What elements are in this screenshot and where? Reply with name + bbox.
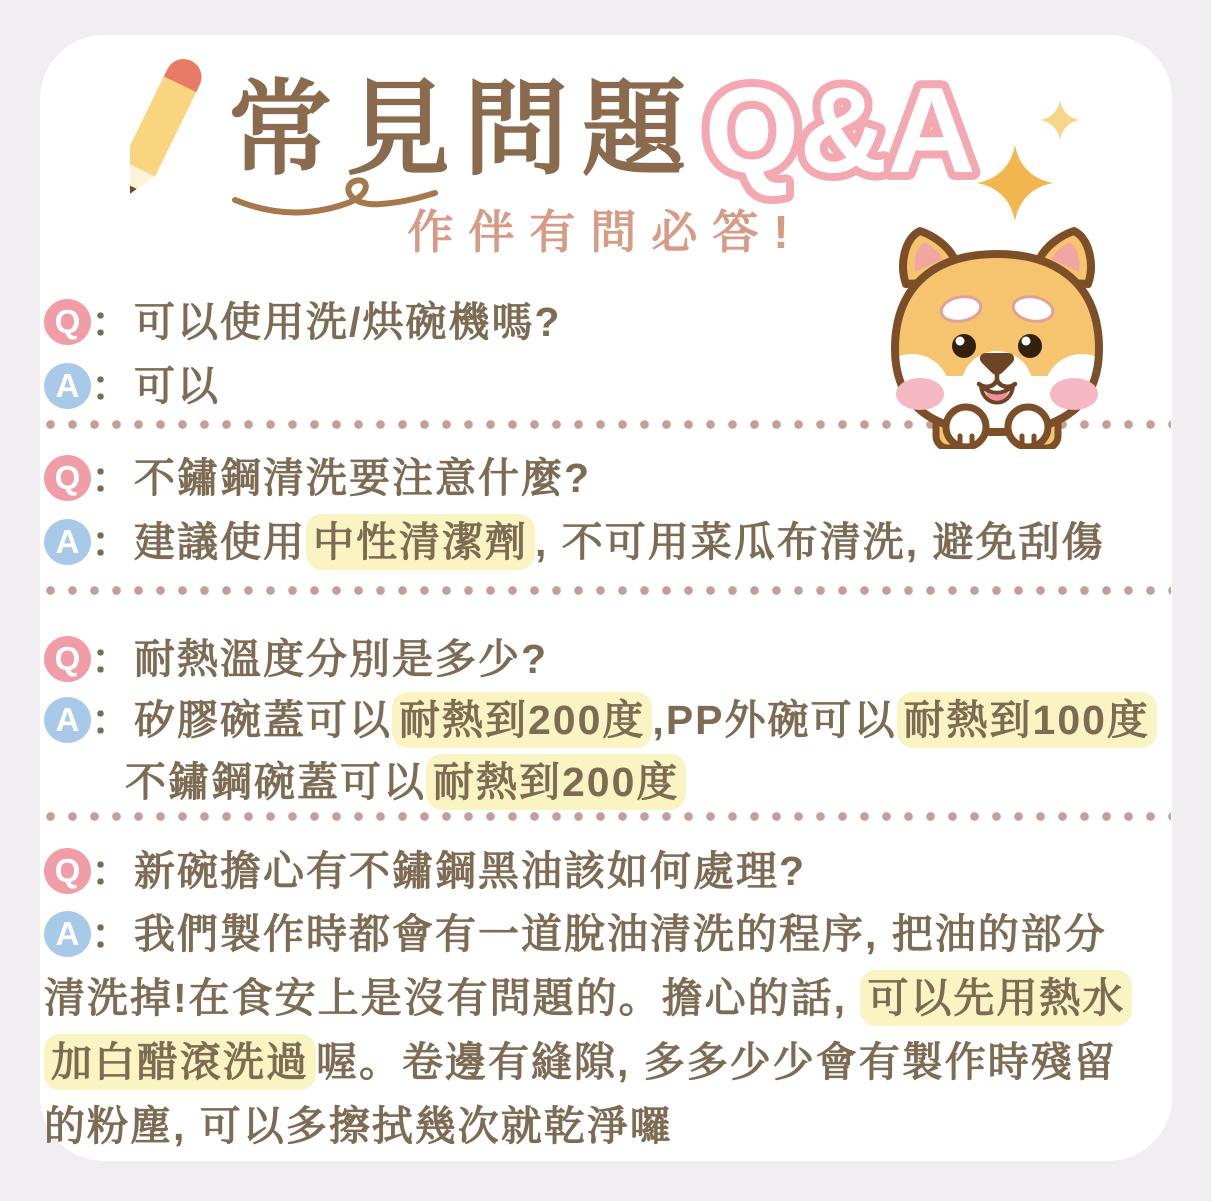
answer-text [91, 516, 1105, 568]
page-title: 常見問題 [228, 72, 701, 188]
text-segment: ,PP外碗可以 [652, 697, 897, 743]
dog-head [882, 254, 1112, 436]
answer-text [91, 694, 1157, 746]
question-row [44, 845, 1173, 897]
qa-logo [690, 50, 990, 213]
question-row [44, 452, 1173, 504]
answer-text [91, 360, 220, 412]
question-text [91, 633, 548, 685]
q-badge: Q [44, 848, 91, 894]
text-segment: 清洗掉!在食安上是沒有問題的。擔心的話, [44, 975, 861, 1021]
question-text [91, 296, 561, 348]
text-segment: ：我們製作時都會有一道脫油清洗的程序, 把油的部分 [91, 911, 1107, 957]
text-segment: , 不可用菜瓜布清洗, 避免刮傷 [535, 519, 1105, 565]
question-row [44, 633, 1173, 685]
q-badge: Q [44, 636, 91, 682]
answer-row [44, 908, 1173, 960]
answer-row-continued [44, 1100, 1173, 1152]
answer-row [44, 516, 1173, 568]
question-text [91, 845, 806, 897]
highlighted-text: 耐熱到200度 [426, 754, 686, 810]
highlighted-text: 加白醋滾洗過 [44, 1034, 316, 1090]
dotted-separator [46, 586, 1171, 595]
text-segment: ：不鏽鋼清洗要注意什麼? [91, 455, 592, 501]
a-badge: A [44, 911, 91, 957]
text-segment: ：可以 [91, 363, 220, 409]
highlighted-text: 中性清潔劑 [306, 514, 535, 570]
text-segment: 的粉塵, 可以多擦拭幾次就乾淨囉 [44, 1103, 673, 1149]
qa-logo-text: Q&A [704, 62, 976, 198]
answer-text [91, 908, 1107, 960]
highlighted-text: 耐熱到100度 [897, 692, 1157, 748]
answer-text [44, 972, 1132, 1024]
a-badge: A [44, 519, 91, 565]
text-segment: ：耐熱溫度分別是多少? [91, 636, 549, 682]
shiba-dog-illustration [882, 224, 1112, 454]
answer-row-continued [44, 756, 1173, 808]
text-segment: ：可以使用洗/烘碗機嗎? [91, 299, 562, 345]
text-segment: 喔。卷邊有縫隙, 多多少少會有製作時殘留 [316, 1039, 1117, 1085]
highlighted-text: 耐熱到200度 [392, 692, 652, 748]
question-text [91, 452, 591, 504]
dotted-separator [46, 812, 1171, 821]
answer-row-continued [44, 1036, 1173, 1088]
answer-text [44, 1100, 673, 1152]
answer-text [44, 1036, 1117, 1088]
text-segment: 不鏽鋼碗蓋可以 [125, 759, 426, 805]
text-segment: ：新碗擔心有不鏽鋼黑油該如何處理? [91, 848, 807, 894]
answer-text [125, 756, 686, 808]
text-segment: ：矽膠碗蓋可以 [91, 697, 392, 743]
q-badge: Q [44, 299, 91, 345]
page-subtitle: 作伴有問必答! [407, 206, 804, 258]
q-badge: Q [44, 455, 91, 501]
text-segment: ：建議使用 [91, 519, 306, 565]
a-badge: A [44, 363, 91, 409]
highlighted-text: 可以先用熱水 [860, 970, 1132, 1026]
a-badge: A [44, 697, 91, 743]
answer-row-continued [44, 972, 1173, 1024]
answer-row [44, 694, 1173, 746]
